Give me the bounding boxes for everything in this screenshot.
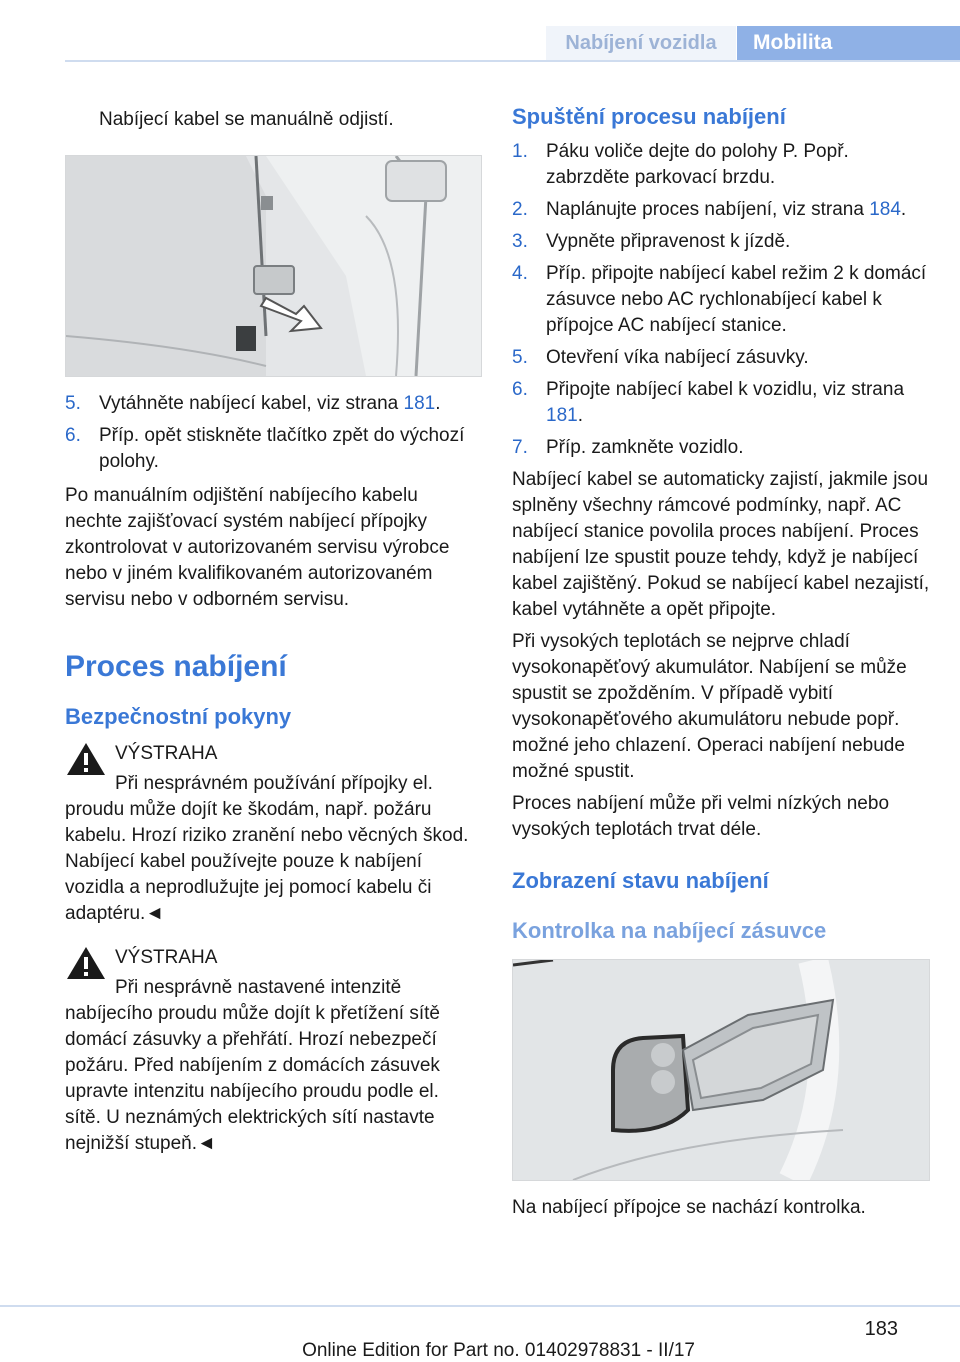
tab-section[interactable]: Nabíjení vozidla	[546, 26, 736, 60]
warning-body: Při nesprávném používání přípojky el. proudu může dojít ke škodám, např. požáru kabelu. Hrozí riziko zranění nebo věcných škod. Nabíjecí kabel používejte pouze k nabíjení vozidla a neprodlužujte jej pomocí kabelu či adaptéru.◄	[65, 773, 469, 924]
warning-block-1	[65, 741, 480, 927]
step-text-end: .	[577, 405, 583, 426]
page-link-181[interactable]: 181	[403, 393, 436, 414]
indicator-title: Kontrolka na nabíjecí zásuvce	[512, 918, 827, 943]
step-number: 3.	[512, 231, 528, 252]
release-steps	[65, 391, 480, 475]
list-item	[512, 377, 930, 429]
page-link-184[interactable]: 184	[869, 199, 901, 220]
page-number: 183	[864, 1318, 898, 1340]
list-item	[512, 197, 930, 223]
list-item	[512, 345, 930, 371]
step-number: 1.	[512, 141, 528, 162]
page-link-181[interactable]: 181	[546, 405, 578, 426]
warning-triangle-icon	[65, 741, 107, 777]
step-number: 2.	[512, 199, 528, 220]
warning-body: Při nesprávně nastavené intenzitě nabíjecího proudu může dojít k přetížení sítě domácí zásuvky a přehřátí. Hrozí nebezpečí požáru. Před nabíjením z domácích zásuvek upravte intenzitu nabíjecího proudu podle el. sítě. U neznámých elektrických sítí nastavte nejnižší stupeň.◄	[65, 977, 440, 1154]
photo-caption: Na nabíjecí přípojce se nachází kontrolka.	[512, 1197, 866, 1218]
list-item	[65, 423, 480, 475]
step-number: 6.	[65, 425, 81, 446]
step-text: Příp. opět stiskněte tlačítko zpět do výchozí polohy.	[99, 425, 465, 472]
warning-title: VÝSTRAHA	[115, 743, 218, 764]
footer-divider	[0, 1305, 960, 1307]
intro-text: Nabíjecí kabel se manuálně odjistí.	[99, 109, 394, 130]
step-text-end: .	[435, 393, 441, 414]
step-text: Naplánujte proces nabíjení, viz strana	[546, 199, 870, 220]
tab-chapter[interactable]: Mobilita	[737, 26, 960, 60]
list-item	[65, 391, 480, 417]
duration-paragraph: Proces nabíjení může při velmi nízkých nebo vysokých teplotách trvat déle.	[512, 793, 890, 840]
step-text: Vytáhněte nabíjecí kabel, viz strana	[99, 393, 404, 414]
list-item	[512, 435, 930, 461]
list-item	[512, 139, 930, 191]
step-text: Připojte nabíjecí kabel k vozidlu, viz strana	[546, 379, 905, 400]
charging-socket-photo	[512, 959, 930, 1181]
section-title: Proces nabíjení	[65, 650, 287, 683]
status-title: Zobrazení stavu nabíjení	[512, 868, 769, 893]
warning-block-2	[65, 945, 480, 1157]
step-text: Příp. zamkněte vozidlo.	[546, 437, 744, 458]
list-item	[512, 261, 930, 339]
step-number: 5.	[65, 393, 81, 414]
left-column	[65, 95, 480, 1157]
step-text: Vypněte připravenost k jízdě.	[546, 231, 791, 252]
manual-release-illustration	[66, 156, 481, 376]
subsection-title: Bezpečnostní pokyny	[65, 704, 292, 729]
right-column	[512, 95, 930, 1221]
service-note: Po manuálním odjištění nabíjecího kabelu nechte zajišťovací systém nabíjecí přípojky zkontrolovat v autorizovaném servisu výrobce nebo v jiném kvalifikovaném autorizovaném servisu nebo v odborném servisu.	[65, 485, 450, 610]
step-text: Otevření víka nabíjecí zásuvky.	[546, 347, 809, 368]
step-text: Příp. připojte nabíjecí kabel režim 2 k domácí zásuvce nebo AC rychlonabíjecí kabel k přípojce AC nabíjecí stanice.	[546, 263, 927, 336]
start-charging-title: Spuštění procesu nabíjení	[512, 104, 786, 129]
warning-title: VÝSTRAHA	[115, 947, 218, 968]
charging-steps	[512, 139, 930, 461]
step-number: 6.	[512, 379, 528, 400]
step-number: 5.	[512, 347, 528, 368]
step-text: Páku voliče dejte do polohy P. Popř. zabrzděte parkovací brzdu.	[546, 141, 849, 188]
list-item	[512, 229, 930, 255]
header-divider	[65, 60, 960, 62]
charging-flap-illustration	[513, 960, 929, 1180]
warning-triangle-icon	[65, 945, 107, 981]
header-bar	[0, 26, 960, 60]
edition-footer: Online Edition for Part no. 01402978831 - II/17	[302, 1340, 695, 1361]
step-number: 7.	[512, 437, 528, 458]
step-text-end: .	[900, 199, 907, 220]
manual-release-photo	[65, 155, 482, 377]
temperature-paragraph: Při vysokých teplotách se nejprve chladí vysokonapěťový akumulátor. Nabíjení se může spustit se zpožděním. V případě vybití vysokonapěťového akumulátoru nebude popř. možné jeho chlazení. Operaci nabíjení nebude možné spustit.	[512, 631, 907, 782]
auto-lock-paragraph: Nabíjecí kabel se automaticky zajistí, jakmile jsou splněny všechny rámcové podmínky, např. AC nabíjecí stanice povolila proces nabíjení. Proces nabíjení lze spustit pouze tehdy, když je nabíjecí kabel zajištěný. Pokud se nabíjecí kabel nezajistí, kabel vytáhněte a opět připojte.	[512, 469, 930, 620]
step-number: 4.	[512, 263, 528, 284]
